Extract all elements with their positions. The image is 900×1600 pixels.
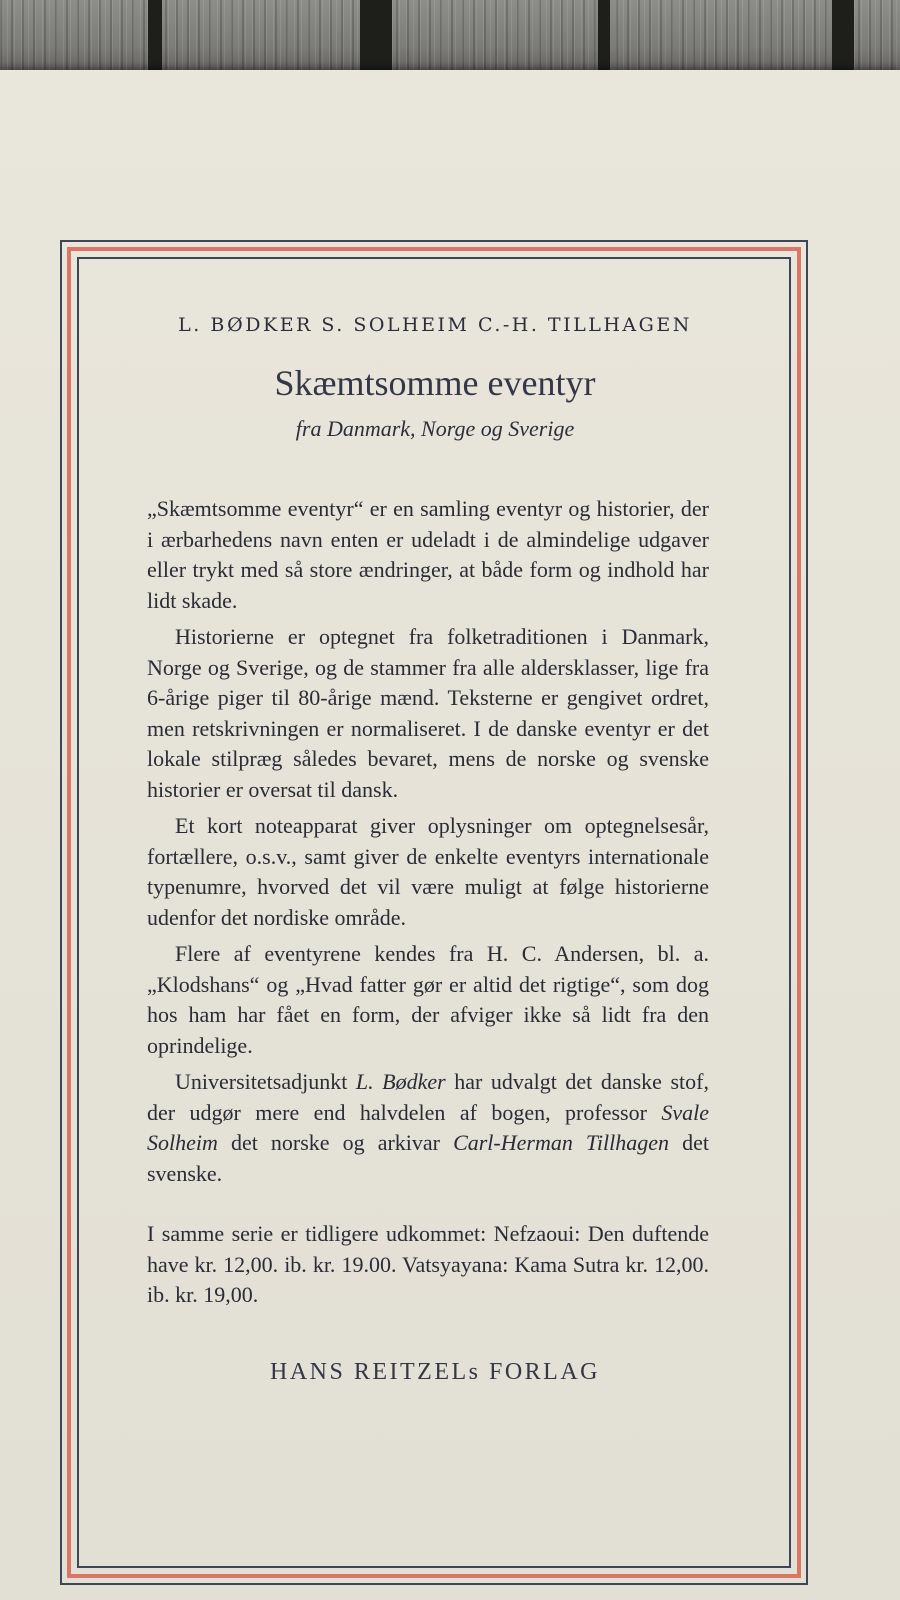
wood-gap [148, 0, 162, 80]
paragraph-editors [147, 1067, 709, 1189]
editors-text: har udvalgt det danske stof, der udgør mere end halvdelen af bogen, professor [147, 1069, 709, 1125]
editors-text: Universitetsadjunkt [175, 1069, 356, 1094]
wood-gap [360, 0, 392, 80]
paragraph-andersen: Flere af eventyrene kendes fra H. C. Andersen, bl. a. „Klodshans“ og „Hvad fatter gør er altid det rigtige“, som dog hos ham har fået en form, der afviger ikke så lidt fra den oprindelige. [147, 941, 709, 1058]
paragraph-intro: „Skæmtsomme eventyr“ er en samling eventyr og historier, der i ærbarhedens navn enten er udeladt i de almindelige udgaver eller trykt med så store ændringer, at både form og indhold har lidt skade. [147, 496, 709, 613]
editor-name-bodker: L. Bødker [355, 1069, 446, 1094]
editors-text: det svenske. [147, 1130, 709, 1186]
wood-gap [832, 0, 854, 80]
publisher-name: HANS REITZELs FORLAG [270, 1358, 600, 1385]
description-text [147, 494, 709, 1311]
paragraph-origin: Historierne er optegnet fra folketraditionen i Danmark, Norge og Sverige, og de stammer fra alle aldersklasser, lige fra 6-årige piger til 80-årige mænd. Teksterne er gengivet ordret, men retskrivningen er normaliseret. I de danske eventyr er det lokale stilpræg således bevaret, mens de norske og svenske historier er oversat til dansk. [147, 624, 709, 802]
editor-name-solheim: Svale Solheim [147, 1099, 709, 1155]
book-title: Skæmtsomme eventyr [274, 363, 596, 403]
cover-content [100, 300, 770, 1386]
editor-name-tillhagen: Carl-Herman Tillhagen [453, 1130, 670, 1155]
editors-text: det norske og arkivar [217, 1130, 454, 1155]
authors-line: L. BØDKER S. SOLHEIM C.-H. TILLHAGEN [178, 314, 692, 336]
wooden-background [0, 0, 900, 80]
wood-gap [598, 0, 610, 80]
series-note: I samme serie er tidligere udkommet: Nefzaoui: Den duftende have kr. 12,00. ib. kr. 19.00. Vatsyayana: Kama Sutra kr. 12,00. ib. kr. 19,00. [147, 1221, 709, 1307]
book-subtitle: fra Danmark, Norge og Sverige [295, 416, 575, 441]
paragraph-notes: Et kort noteapparat giver oplysninger om optegnelsesår, fortællere, o.s.v., samt giver de enkelte eventyrs internationale typenumre, hvorved det vil være muligt at følge historierne udenfor det nordiske område. [147, 813, 709, 930]
